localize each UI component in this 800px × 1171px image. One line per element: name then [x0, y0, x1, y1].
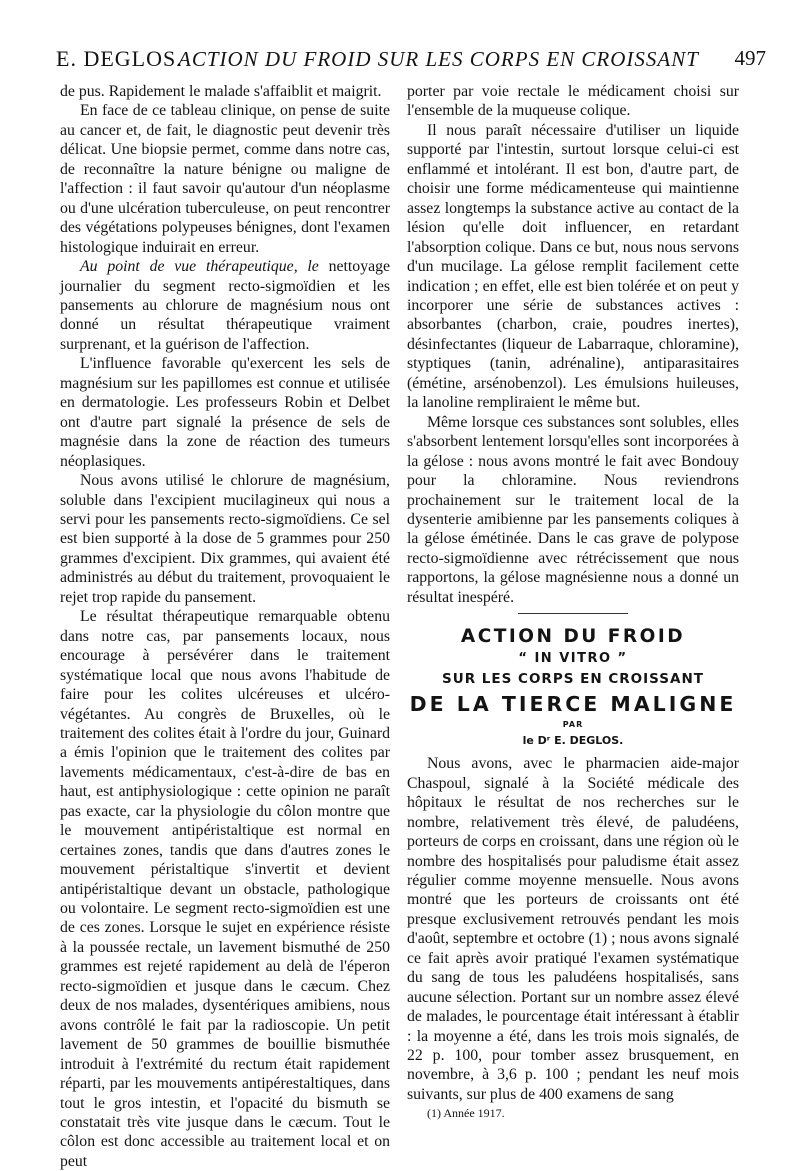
paragraph: Nous avons, avec le pharmacien aide-major Chaspoul, signalé à la Société médicale des hôpitaux le résultat de nos recherches sur le nombre, relativement très élevé, de paludéens, porteurs de corps en croissant, dans une région où le nombre des hospitalisés pour paludisme était assez régulier comme moyenne mensuelle. Nous avons montré que les porteurs de croissants ont été presque exclusivement retrouvés pendant les mois d'août, septembre et octobre (1) ; nous avons signalé ce fait après avoir pratiqué l'examen systématique du sang de tous les paludéens hospitalisés, sans aucune sélection. Portant sur un nombre assez élevé de malades, le pourcentage était intéressant à établir : la moyenne a été, dans les trois mois signalés, de 22 p. 100, pour tomber assez brusquement, en novembre, à 3,6 p. 100 ; pendant les neuf mois suivants, sur plus de 400 examens de sang [407, 755, 739, 1103]
header-running-title: ACTION DU FROID SUR LES CORPS EN CROISSANT [178, 47, 699, 71]
footnote: (1) Année 1917. [427, 1106, 505, 1121]
article-title [407, 624, 739, 750]
right-column [407, 82, 739, 1124]
paragraph [60, 257, 390, 354]
paragraph: L'influence favorable qu'exercent les sels de magnésium sur les papillomes est connue et utilisée en dermatologie. Les professeurs Robin et Delbet ont d'autre part signalé la présence de sels de magnésie dans la zone de réaction des tumeurs néoplasiques. [60, 355, 390, 470]
paragraph: Même lorsque ces substances sont solubles, elles s'absorbent lentement lorsqu'elles sont incorporées à la gélose : nous avons montré le fait avec Bondouy pour la chloramine. Nous reviendrons prochainement sur le traitement local de la dysenterie amibienne par les pansements coliques à la gélose émétinée. Dans le cas grave de polypose recto-sigmoïdienne avec rétrécissement que nous rapportons, la gélose magnésienne nous a donné un résultat inespéré. [407, 413, 739, 606]
paragraph: En face de ce tableau clinique, on pense de suite au cancer et, de fait, le diagnostic peut devenir très délicat. Une biopsie permet, comme dans notre cas, de reconnaître la nature bénigne ou maligne de l'affection : il faut savoir qu'autour d'un néoplasme ou d'une ulcération tuberculeuse, on peut rencontrer des végétations polypeuses bénignes, dont l'examen histologique induirait en erreur. [60, 102, 390, 256]
left-column [60, 82, 390, 1171]
paragraph: porter par voie rectale le médicament choisi sur l'ensemble de la muqueuse colique. [407, 83, 739, 120]
article-author: le Dʳ E. DEGLOS. [522, 734, 624, 748]
running-header [48, 40, 768, 76]
title-line-4: DE LA TIERCE MALIGNE [409, 692, 737, 717]
paragraph: de pus. Rapidement le malade s'affaiblit et maigrit. [60, 83, 382, 100]
title-line-3: SUR LES CORPS EN CROISSANT [442, 671, 704, 688]
page-number: 497 [734, 46, 766, 70]
paragraph: Le résultat thérapeutique remarquable obtenu dans notre cas, par pansements locaux, nous encourage à persévérer dans le traitement systématique local que nous avons l'habitude de faire pour les colites ulcéreuses et ulcéro-végétantes. Au congrès de Bruxelles, où le traitement des colites était à l'ordre du jour, Guinard a émis l'opinion que le traitement des colites par lavements médicamentaux, c'est-à-dire de bas en haut, est antiphysiologique : cette opinion ne paraît pas exacte, car la physiologie du côlon montre que le mouvement antipéristaltique est normal en certaines zones, tandis que dans d'autres zones le mouvement péristaltique s'invertit et devient antipéristaltique devant un obstacle, pathologique ou volontaire. Le segment recto-sigmoïdien est une de ces zones. Lorsque le sujet en expérience résiste à la poussée rectale, un lavement bismuthé de 250 grammes est rejeté rapidement au delà de l'éperon recto-sigmoïdien et jusque dans le cæcum. Chez deux de nos malades, dysentériques amibiens, nous avons contrôlé le fait par la radioscopie. Un petit lavement de 50 grammes de bouillie bismuthée introduit à l'extrémité du rectum était rapidement réparti, par les mouvements antipérestaltiques, dans tout le gros intestin, et l'opacité du bismuth se constatait très vite jusque dans le cæcum. Tout le côlon est donc accessible au traitement local et on peut [60, 608, 390, 1170]
section-divider [518, 613, 628, 614]
italic-lead: Au point de vue thérapeutique, le [80, 258, 319, 276]
paragraph-text: nettoyage journalier du segment recto-sigmoïdien et les pansements au chlorure de magnésium nous ont donné un résultat thérapeutique vraiment surprenant, et la guérison de l'affection. [60, 258, 391, 353]
title-line-2: “ IN VITRO ” [518, 651, 628, 667]
title-par: PAR [562, 720, 584, 730]
header-author: E. DEGLOS. [56, 46, 183, 71]
paragraph: Il nous paraît nécessaire d'utiliser un liquide supporté par l'intestin, surtout lorsque celui-ci est enflammé et intolérant. Il est bon, d'autre part, de choisir une forme médicamenteuse qui maintienne assez longtemps la substance active au contact de la lésion qu'elle doit influencer, en retardant l'absorption colique. Dans ce but, nous nous servons d'un mucilage. La gélose remplit facilement cette indication ; en effet, elle est bien tolérée et on peut y incorporer une série de substances actives : absorbantes (charbon, craie, poudres inertes), désinfectantes (liqueur de Labarraque, chloramine), styptiques (tanin, adrénaline), antiparasitaires (émétine, arsénobenzol). Les émulsions huileuses, la lanoline rempliraient le même but. [407, 121, 739, 412]
title-line-1: ACTION DU FROID [460, 626, 686, 648]
paragraph: Nous avons utilisé le chlorure de magnésium, soluble dans l'excipient mucilagineux qui nous a servi pour les pansements recto-sigmoïdiens. Ce sel est bien supporté à la dose de 5 grammes pour 250 grammes d'excipient. Dix grammes, qui avaient été administrés au début du traitement, provoquaient le rejet trop rapide du pansement. [60, 472, 390, 606]
